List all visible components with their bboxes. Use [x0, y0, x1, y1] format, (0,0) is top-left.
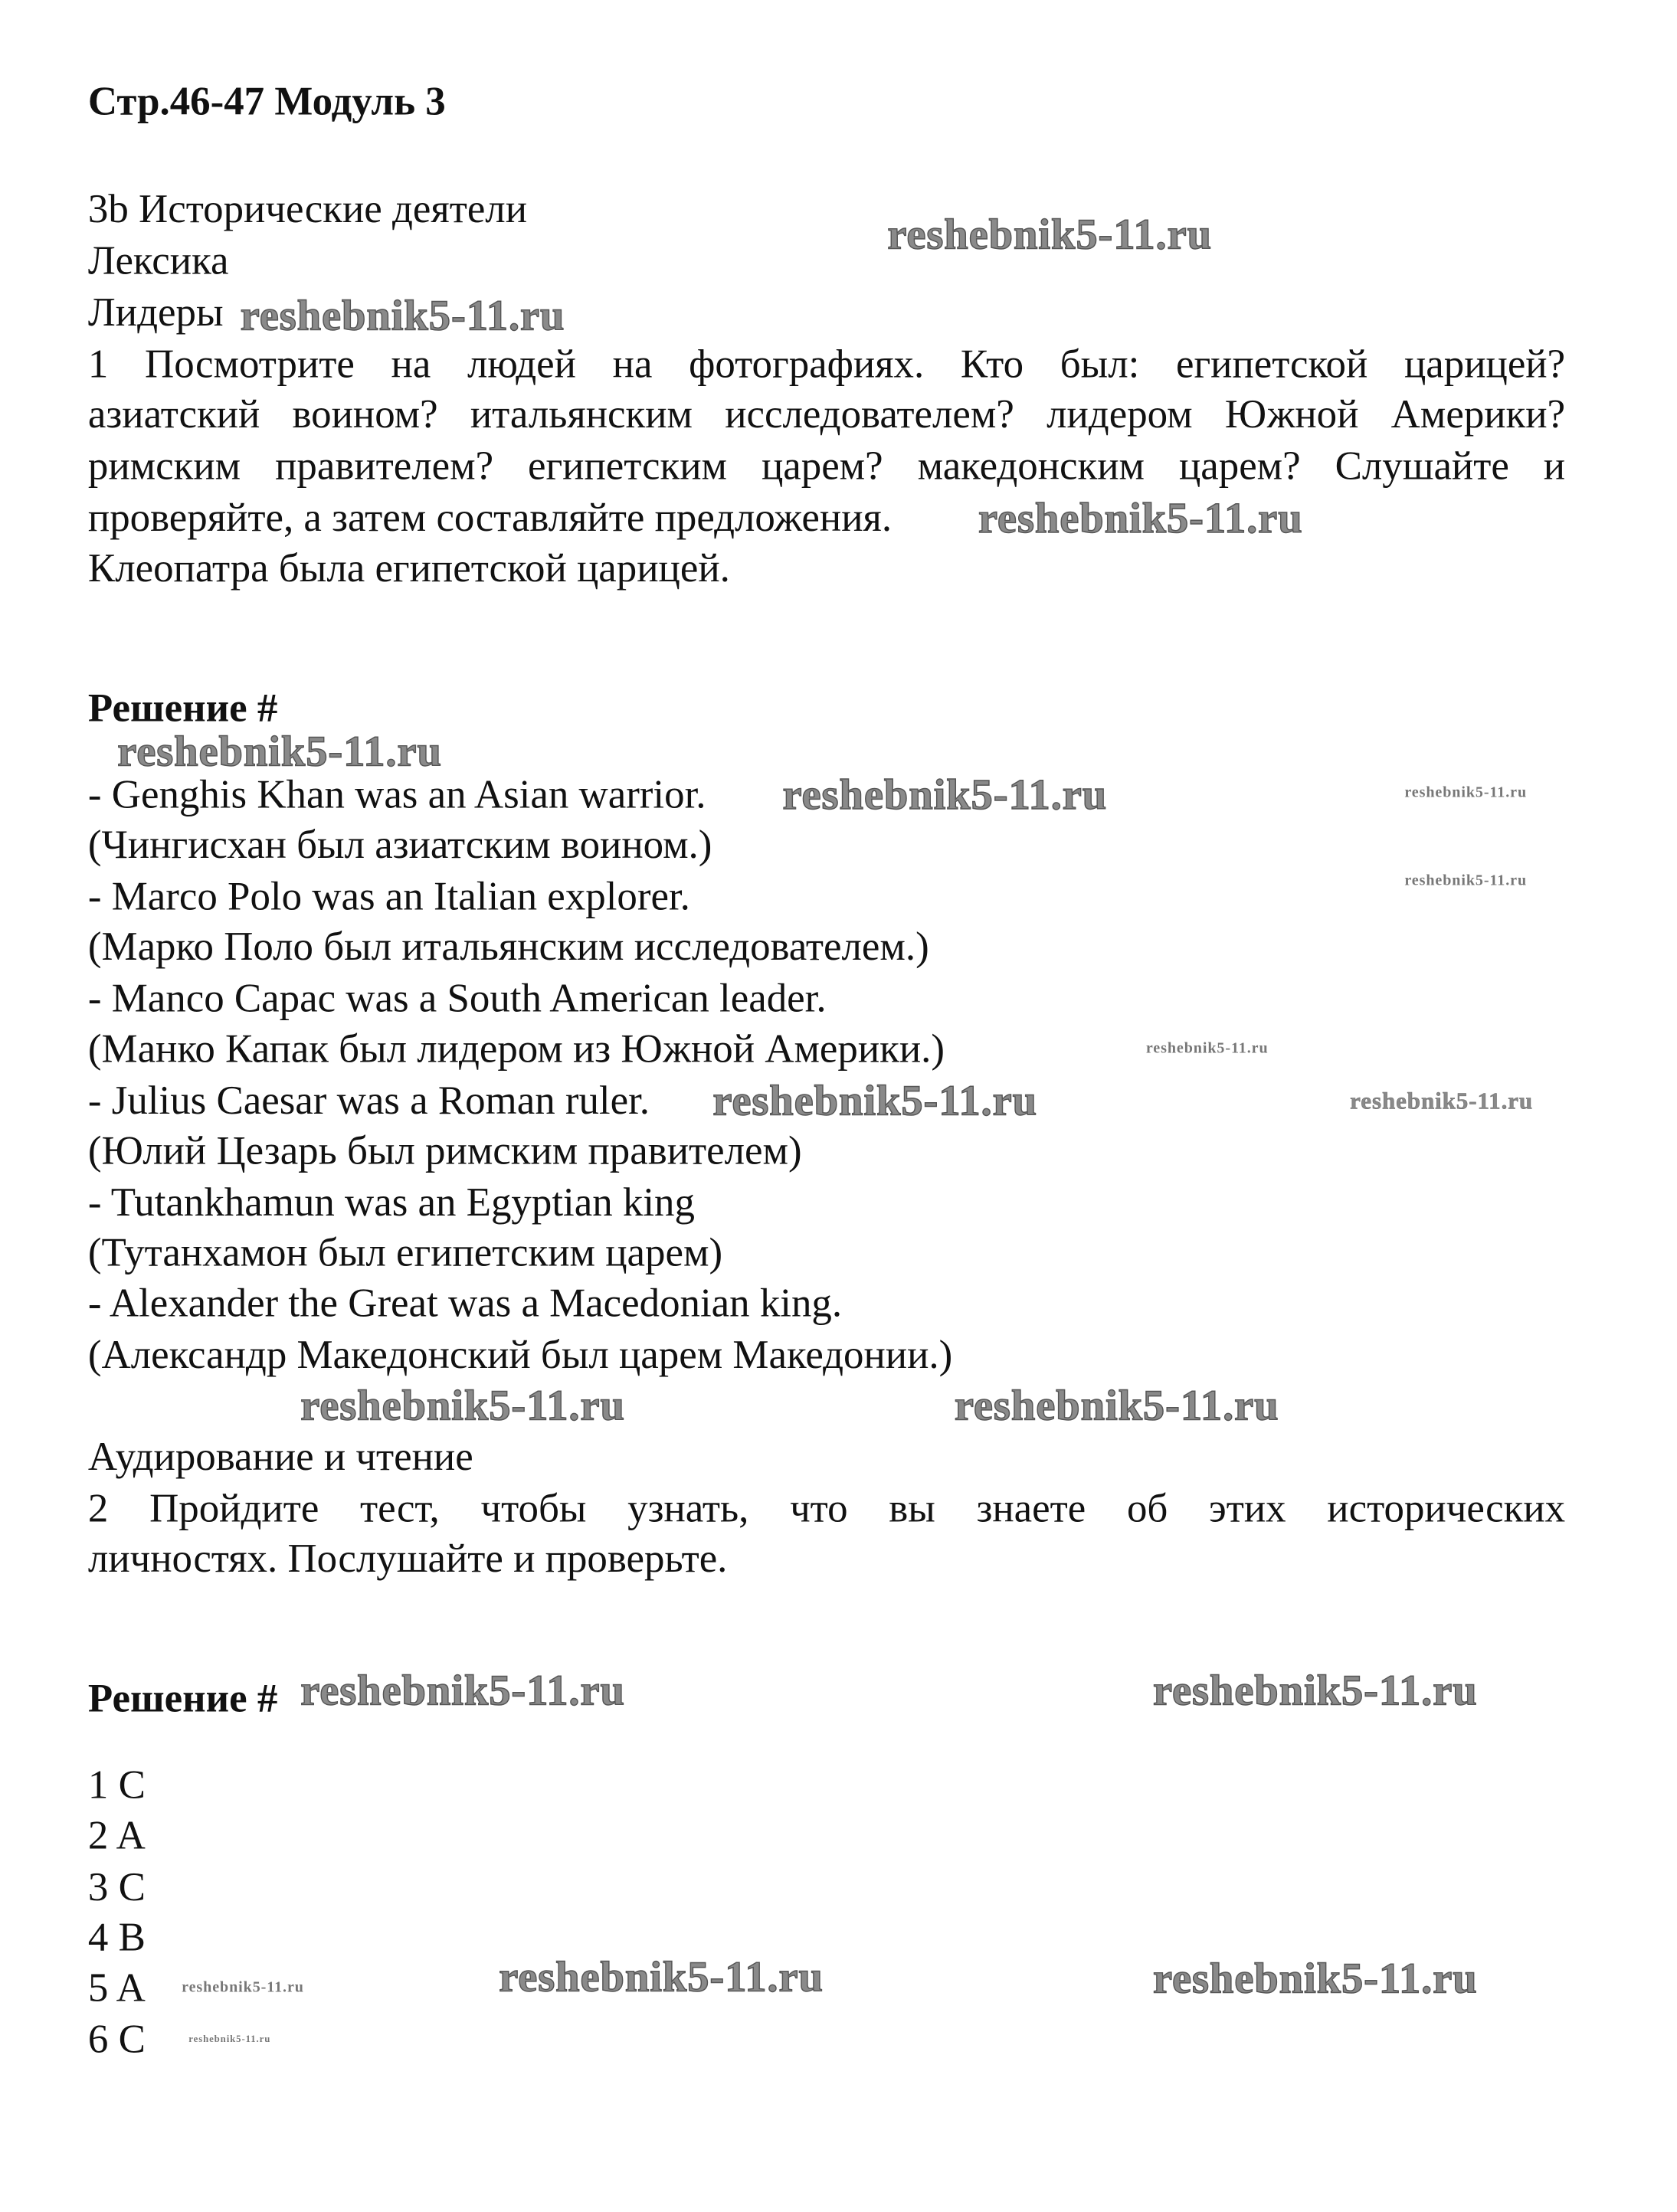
answer-item: 3 C [87, 1865, 146, 1910]
section-heading: 3b Исторические деятели [87, 187, 528, 232]
task2-line: личностях. Послушайте и проверьте. [87, 1536, 728, 1582]
watermark: reshebnik5-11.ru [1350, 1088, 1534, 1114]
answer-item: 4 B [87, 1915, 146, 1961]
task1-line: римским правителем? египетским царем? македонским царем? Слушайте и [87, 444, 1566, 489]
watermark: reshebnik5-11.ru [1404, 784, 1528, 802]
solution-line: (Марко Поло был итальянским исследователем.) [87, 924, 929, 970]
solution-line: (Александр Македонский был царем Македонии.) [87, 1333, 953, 1378]
task1-line: проверяйте, а затем составляйте предложения. [87, 496, 893, 541]
watermark: reshebnik5-11.ru [1145, 1040, 1269, 1058]
watermark: reshebnik5-11.ru [954, 1380, 1279, 1430]
solution-line: - Alexander the Great was a Macedonian king. [87, 1281, 843, 1327]
watermark: reshebnik5-11.ru [499, 1952, 824, 2001]
solution-heading: Решение # [87, 686, 278, 731]
solution-line: - Manco Capac was a South American leader. [87, 977, 827, 1022]
watermark: reshebnik5-11.ru [300, 1380, 625, 1430]
watermark: reshebnik5-11.ru [182, 1978, 304, 1996]
answer-item: 5 A [87, 1965, 146, 2011]
watermark: reshebnik5-11.ru [782, 770, 1108, 819]
watermark: reshebnik5-11.ru [1152, 1665, 1478, 1715]
task1-line: 1 Посмотрите на людей на фотографиях. Кто был: египетской царицей? [87, 342, 1566, 388]
solution-line: (Тутанхамон был египетским царем) [87, 1231, 723, 1276]
watermark: reshebnik5-11.ru [1152, 1953, 1478, 2003]
solution-line: (Манко Капак был лидером из Южной Америки.) [87, 1026, 945, 1072]
watermark: reshebnik5-11.ru [887, 209, 1213, 259]
answer-item: 2 A [87, 1813, 146, 1859]
solution-line: (Чингисхан был азиатским воином.) [87, 823, 712, 868]
topic-heading: Лидеры [87, 290, 224, 335]
solution-line: - Genghis Khan was an Asian warrior. [87, 772, 706, 818]
watermark: reshebnik5-11.ru [240, 290, 565, 340]
watermark: reshebnik5-11.ru [978, 492, 1303, 542]
answer-item: 1 C [87, 1763, 146, 1808]
watermark: reshebnik5-11.ru [712, 1075, 1037, 1125]
solution-heading-2: Решение # [87, 1677, 278, 1722]
solution-line: - Marco Polo was an Italian explorer. [87, 874, 690, 920]
subsection-heading: Лексика [87, 238, 229, 284]
solution-line: (Юлий Цезарь был римским правителем) [87, 1128, 802, 1174]
solution-line: - Julius Caesar was a Roman ruler. [87, 1078, 650, 1124]
task2-line: 2 Пройдите тест, чтобы узнать, что вы знаете об этих исторических [87, 1486, 1566, 1532]
watermark: reshebnik5-11.ru [188, 2034, 271, 2045]
solution-line: - Tutankhamun was an Egyptian king [87, 1180, 695, 1225]
watermark: reshebnik5-11.ru [117, 726, 442, 776]
watermark: reshebnik5-11.ru [300, 1665, 625, 1715]
task1-example: Клеопатра была египетской царицей. [87, 546, 730, 591]
subsection-heading-2: Аудирование и чтение [87, 1435, 473, 1480]
page-title: Стр.46-47 Модуль 3 [87, 79, 446, 125]
task1-line: азиатский воином? итальянским исследователем? лидером Южной Америки? [87, 392, 1566, 437]
watermark: reshebnik5-11.ru [1404, 872, 1528, 890]
answer-item: 6 C [87, 2017, 146, 2063]
